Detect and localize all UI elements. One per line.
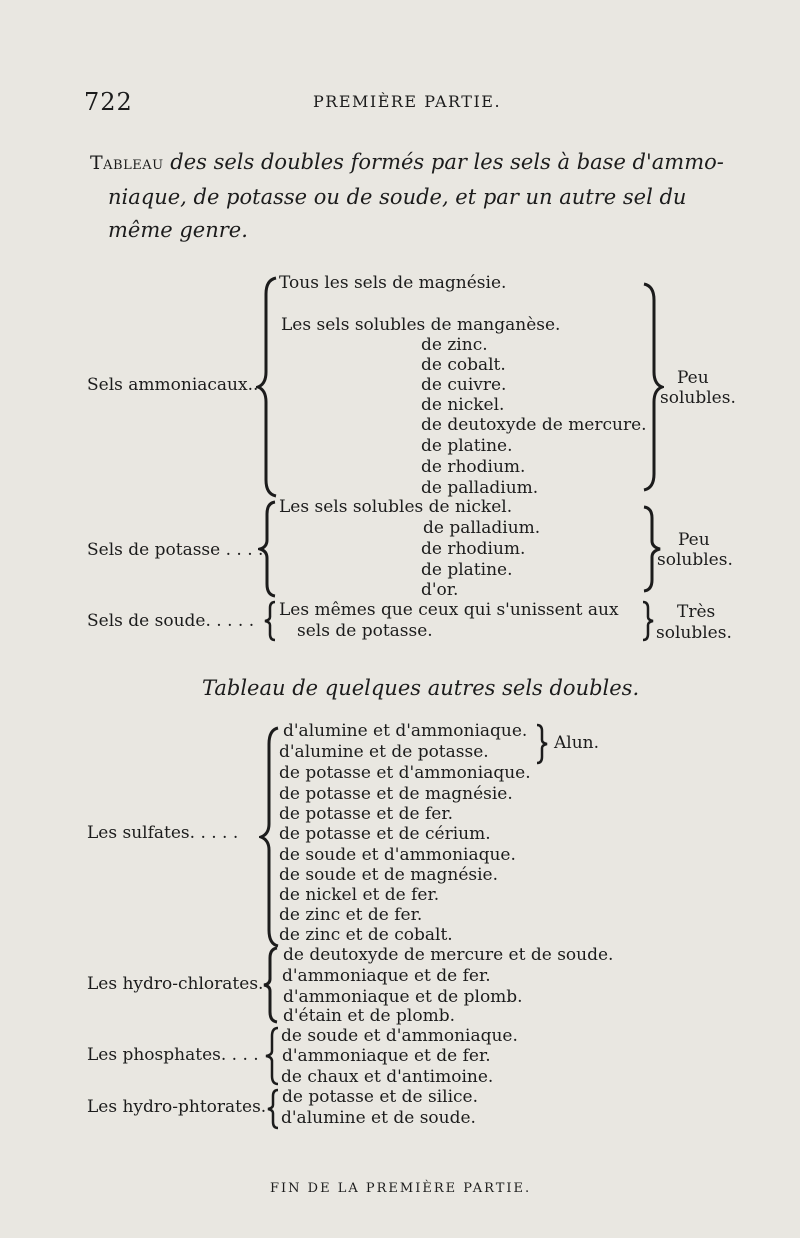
entry-line: de zinc et de fer.	[279, 905, 423, 925]
entry-line: de soude et d'ammoniaque.	[281, 1026, 518, 1046]
left-brace	[266, 1088, 280, 1130]
entry-line: de zinc.	[421, 335, 488, 355]
group-label: Les sulfates. . . . .	[87, 823, 239, 843]
entry-line: de deutoxyde de mercure.	[421, 415, 647, 435]
entry-line: de potasse et de magnésie.	[279, 784, 513, 804]
end-of-part-text: FIN DE LA PREMIÈRE PARTIE.	[270, 1181, 532, 1196]
entry-line: de cobalt.	[421, 355, 506, 375]
entry-line: de rhodium.	[421, 539, 526, 559]
entry-line: Les mêmes que ceux qui s'unissent aux	[279, 600, 619, 620]
right-brace	[535, 723, 549, 765]
entry-line: de deutoxyde de mercure et de soude.	[283, 945, 614, 965]
entry-line: d'ammoniaque et de fer.	[282, 966, 491, 986]
entry-line: de potasse et de silice.	[282, 1087, 479, 1107]
entry-line: de chaux et d'antimoine.	[281, 1067, 494, 1087]
entry-line: d'or.	[421, 580, 459, 600]
solubility-note: Très	[677, 602, 716, 622]
entry-line: de potasse et d'ammoniaque.	[279, 763, 531, 783]
solubility-note: solubles.	[656, 623, 732, 643]
entry-line: de platine.	[421, 560, 513, 580]
left-brace	[262, 946, 280, 1024]
entry-line: sels de potasse.	[297, 621, 433, 641]
caption-text-1: des sels doubles formés par les sels à base d'ammo-	[170, 150, 724, 174]
solubility-note: solubles.	[660, 388, 736, 408]
entry-line: de cuivre.	[421, 375, 507, 395]
table-caption-line-2: niaque, de potasse ou de soude, et par un autre sel du	[108, 185, 687, 209]
entry-line: de potasse et de fer.	[279, 804, 454, 824]
entry-line: de nickel et de fer.	[279, 885, 440, 905]
group-label: Les phosphates. . . .	[87, 1045, 259, 1065]
group-label: Sels ammoniacaux..	[87, 375, 259, 395]
alun-note: Alun.	[554, 733, 600, 753]
section-subtitle: Tableau de quelques autres sels doubles.	[202, 676, 640, 700]
page-number: 722	[84, 88, 133, 116]
solubility-note: Peu	[678, 530, 710, 550]
entry-line: de zinc et de cobalt.	[279, 925, 453, 945]
entry-line: d'ammoniaque et de fer.	[282, 1046, 491, 1066]
entry-line: d'alumine et d'ammoniaque.	[283, 721, 528, 741]
entry-line: d'ammoniaque et de plomb.	[283, 987, 523, 1007]
entry-line: d'étain et de plomb.	[283, 1006, 455, 1026]
group-label: Les hydro-phtorates.	[87, 1097, 267, 1117]
entry-line: de soude et d'ammoniaque.	[279, 845, 516, 865]
left-brace	[259, 726, 281, 948]
group-label: Sels de soude. . . . .	[87, 611, 255, 631]
entry-line: de nickel.	[421, 395, 505, 415]
left-brace	[256, 276, 280, 498]
table-caption-line-3: même genre.	[108, 218, 248, 242]
entry-line: de potasse et de cérium.	[279, 824, 491, 844]
group-label: Sels de potasse . . . .	[87, 540, 264, 560]
entry-line: de palladium.	[421, 478, 539, 498]
caption-lead: Tableau	[90, 152, 164, 174]
left-brace	[258, 500, 278, 598]
entry-line: Les sels solubles de manganèse.	[281, 315, 561, 335]
table-caption-line-1	[90, 150, 724, 174]
entry-line: de soude et de magnésie.	[279, 865, 499, 885]
entry-line: de platine.	[421, 436, 513, 456]
entry-line: de palladium.	[423, 518, 541, 538]
entry-line: d'alumine et de potasse.	[279, 742, 489, 762]
entry-line: Tous les sels de magnésie.	[279, 273, 507, 293]
left-brace	[264, 1026, 280, 1086]
right-brace	[642, 282, 664, 492]
left-brace	[263, 600, 277, 642]
running-head: PREMIÈRE PARTIE.	[313, 92, 502, 111]
group-label: Les hydro-chlorates.	[87, 974, 264, 994]
right-brace	[641, 600, 655, 642]
entry-line: Les sels solubles de nickel.	[279, 497, 513, 517]
solubility-note: solubles.	[657, 550, 733, 570]
solubility-note: Peu	[677, 368, 709, 388]
entry-line: d'alumine et de soude.	[281, 1108, 476, 1128]
right-brace	[642, 505, 662, 593]
entry-line: de rhodium.	[421, 457, 526, 477]
